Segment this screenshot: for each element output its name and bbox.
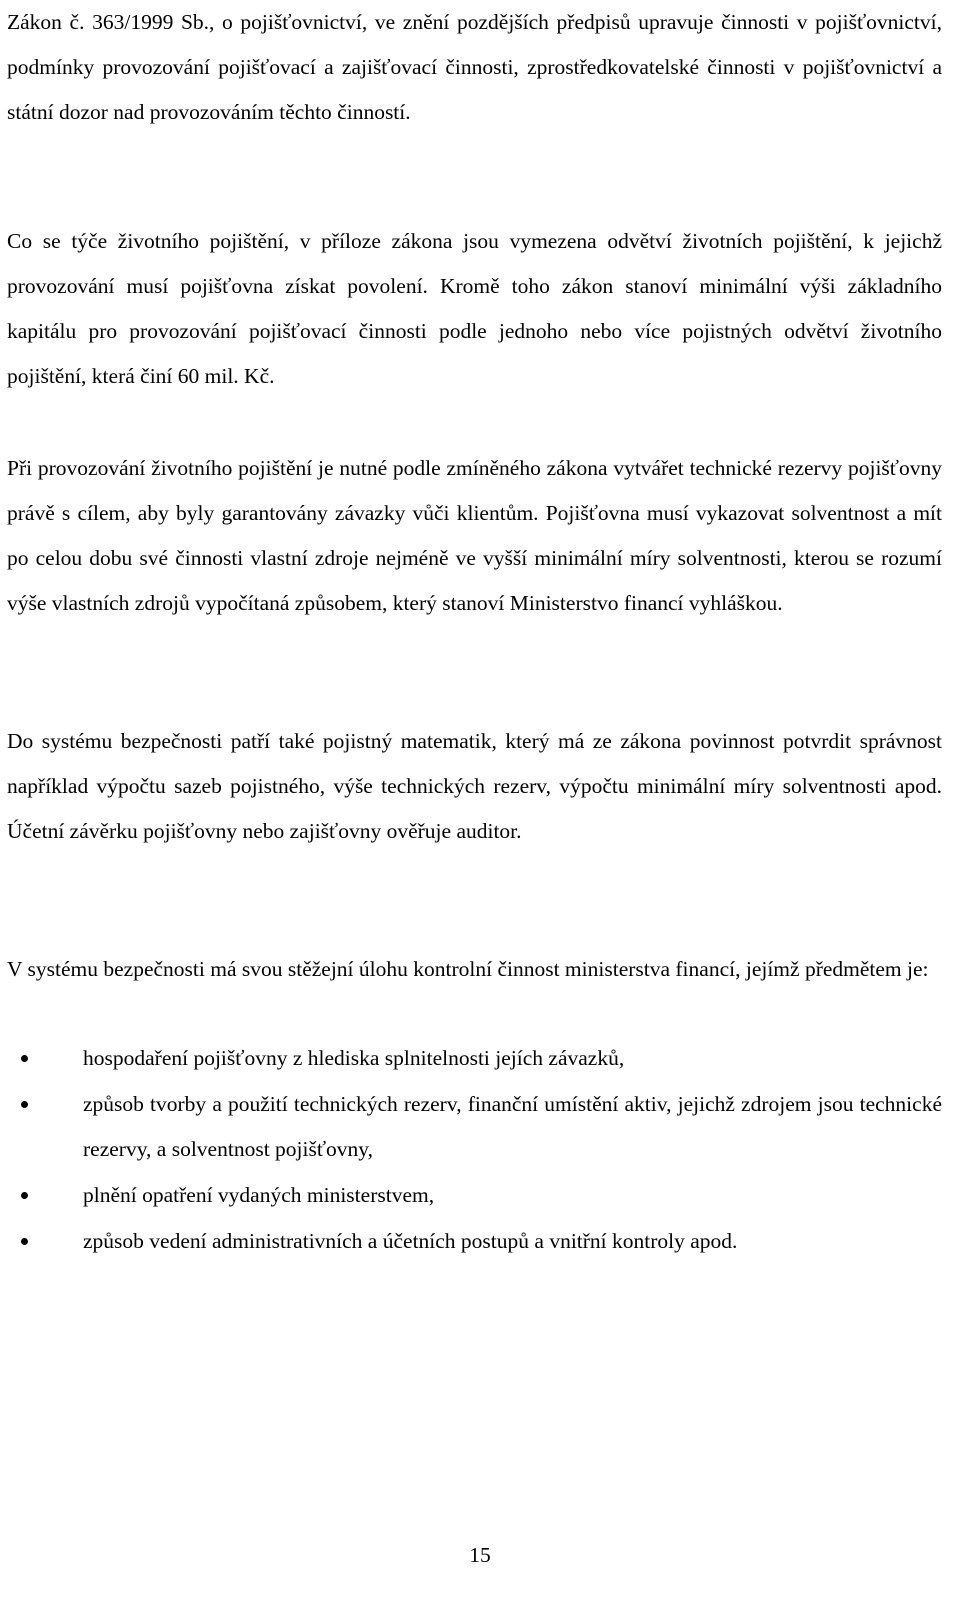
list-item [7,1173,942,1218]
page-number: 15 [469,1543,491,1567]
list-item-text: způsob tvorby a použití technických rezerv, finanční umístění aktiv, jejichž zdrojem jsou technické rezervy, a solventnost pojišťovny, [83,1092,942,1161]
paragraph-life-insurance: Co se týče životního pojištění, v příloze zákona jsou vymezena odvětví životních pojištění, k jejichž provozování musí pojišťovna získat povolení. Kromě toho zákon stanoví minimální výši základního kapitálu pro provozování pojišťovací činnosti podle jednoho nebo více pojistných odvětví životního pojištění, která činí 60 mil. Kč. [7,229,942,388]
control-subjects-list [7,1036,942,1265]
paragraph-ministry-control: V systému bezpečnosti má svou stěžejní úlohu kontrolní činnost ministerstva financí, jejímž předmětem je: [7,957,929,981]
paragraph-actuary: Do systému bezpečnosti patří také pojistný matematik, který má ze zákona povinnost potvrdit správnost například výpočtu sazeb pojistného, výše technických rezerv, výpočtu minimální míry solventnosti apod. Účetní závěrku pojišťovny nebo zajišťovny ověřuje auditor. [7,729,942,843]
list-item [7,1082,942,1172]
paragraph-law-intro: Zákon č. 363/1999 Sb., o pojišťovnictví, ve znění pozdějších předpisů upravuje činnosti v pojišťovnictví, podmínky provozování pojišťovací a zajišťovací činnosti, zprostředkovatelské činnosti v pojišťovnictví a státní dozor nad provozováním těchto činností. [7,10,942,124]
list-item-text: plnění opatření vydaných ministerstvem, [83,1183,435,1207]
list-item-text: hospodaření pojišťovny z hlediska splnitelnosti jejích závazků, [83,1046,625,1070]
bullet-icon [21,1101,28,1108]
bullet-icon [21,1055,28,1062]
paragraph-technical-reserves: Při provozování životního pojištění je nutné podle zmíněného zákona vytvářet technické rezervy pojišťovny právě s cílem, aby byly garantovány závazky vůči klientům. Pojišťovna musí vykazovat solventnost a mít po celou dobu své činnosti vlastní zdroje nejméně ve vyšší minimální míry solventnosti, kterou se rozumí výše vlastních zdrojů vypočítaná způsobem, který stanoví Ministerstvo financí vyhláškou. [7,456,942,615]
list-item [7,1036,942,1081]
list-item-text: způsob vedení administrativních a účetních postupů a vnitřní kontroly apod. [83,1229,738,1253]
bullet-icon [21,1192,28,1199]
bullet-icon [21,1238,28,1245]
list-item [7,1219,942,1264]
